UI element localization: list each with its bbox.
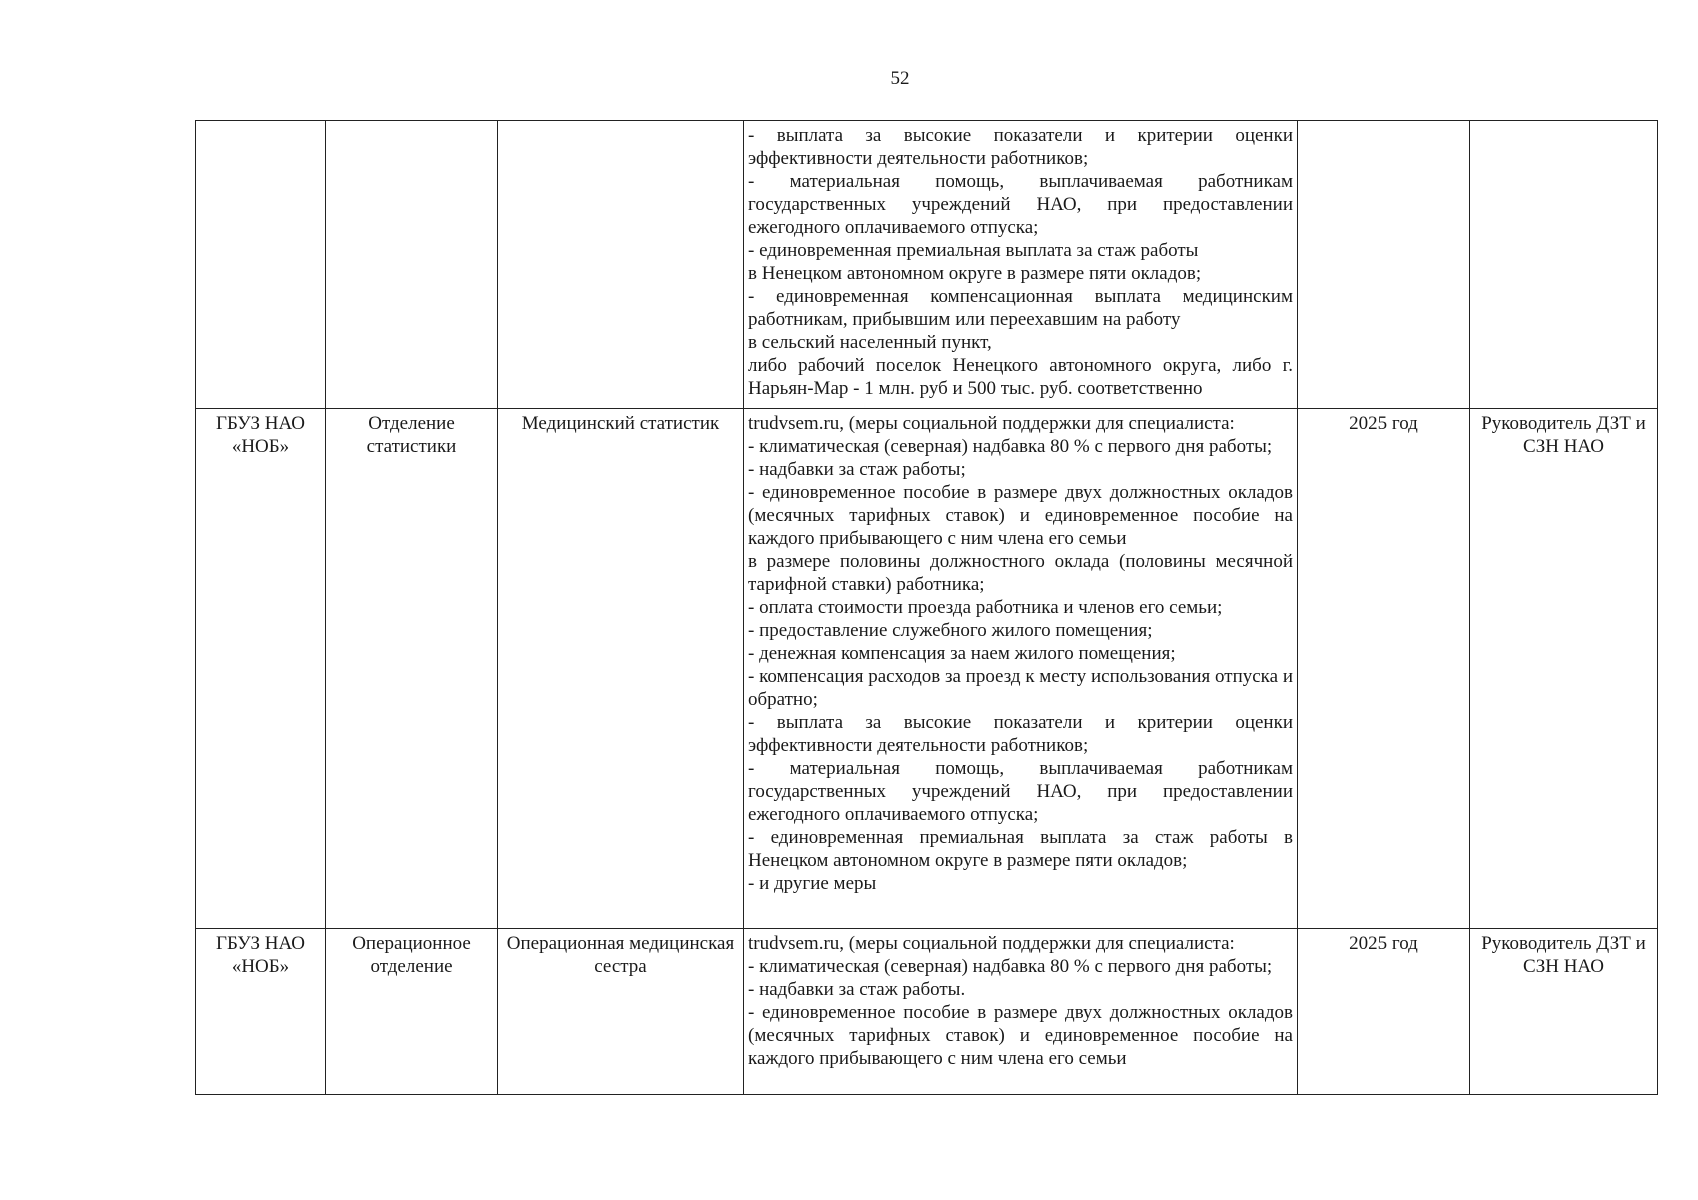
measures-cell [744,409,1298,929]
measure-line: - материальная помощь, выплачиваемая работникам государственных учреждений НАО, при предоставлении ежегодного оплачиваемого отпуска; [748,171,1293,238]
measure-line: - климатическая (северная) надбавка 80 % с первого дня работы; [748,956,1273,977]
measure-line: - денежная компенсация за наем жилого помещения; [748,643,1176,664]
table-row [196,121,1658,409]
period-cell: 2025 год [1298,929,1470,1095]
period-cell [1298,121,1470,409]
measure-line: - надбавки за стаж работы. [748,979,966,1000]
department-cell: Операционное отделение [326,929,498,1095]
measure-line: - и другие меры [748,873,877,894]
responsible-cell: Руководитель ДЗТ и СЗН НАО [1470,409,1658,929]
measure-line: в сельский населенный пункт, [748,332,992,353]
measure-line: - материальная помощь, выплачиваемая работникам государственных учреждений НАО, при предоставлении ежегодного оплачиваемого отпуска; [748,758,1293,825]
department-cell: Отделение статистики [326,409,498,929]
measure-line: - единовременное пособие в размере двух должностных окладов (месячных тарифных ставок) и единовременное пособие на каждого прибывающего с ним члена его семьи [748,1002,1293,1069]
measure-line: trudvsem.ru, (меры социальной поддержки для специалиста: [748,933,1235,954]
measures-table [195,120,1658,1095]
table-row [196,409,1658,929]
org-cell: ГБУЗ НАО «НОБ» [196,929,326,1095]
responsible-cell: Руководитель ДЗТ и СЗН НАО [1470,929,1658,1095]
measure-line: - единовременная премиальная выплата за стаж работы в Ненецком автономном округе в размере пяти окладов; [748,827,1293,871]
measure-line: - надбавки за стаж работы; [748,459,966,480]
position-cell: Медицинский статистик [498,409,744,929]
measure-line: - выплата за высокие показатели и критерии оценки эффективности деятельности работников; [748,125,1293,169]
page-number: 52 [890,68,910,89]
measure-line: - компенсация расходов за проезд к месту использования отпуска и обратно; [748,666,1293,710]
period-cell: 2025 год [1298,409,1470,929]
measure-line: - выплата за высокие показатели и критерии оценки эффективности деятельности работников; [748,712,1293,756]
position-cell [498,121,744,409]
org-cell [196,121,326,409]
measure-line: - единовременная компенсационная выплата медицинским работникам, прибывшим или переехавшим на работу [748,286,1293,330]
measure-line: - единовременное пособие в размере двух должностных окладов (месячных тарифных ставок) и единовременное пособие на каждого прибывающего с ним члена его семьи [748,482,1293,549]
department-cell [326,121,498,409]
measure-line: - единовременная премиальная выплата за стаж работы [748,240,1199,261]
measure-line: trudvsem.ru, (меры социальной поддержки для специалиста: [748,413,1235,434]
measure-line: - оплата стоимости проезда работника и членов его семьи; [748,597,1223,618]
measures-cell [744,929,1298,1095]
table-row [196,929,1658,1095]
measures-cell [744,121,1298,409]
responsible-cell [1470,121,1658,409]
measure-line: - климатическая (северная) надбавка 80 % с первого дня работы; [748,436,1273,457]
org-cell: ГБУЗ НАО «НОБ» [196,409,326,929]
position-cell: Операционная медицинская сестра [498,929,744,1095]
measure-line: в размере половины должностного оклада (половины месячной тарифной ставки) работника; [748,551,1293,595]
measure-line: либо рабочий поселок Ненецкого автономного округа, либо г. Нарьян-Мар - 1 млн. руб и 500 тыс. руб. соответственно [748,355,1293,399]
measure-line: - предоставление служебного жилого помещения; [748,620,1153,641]
measure-line: в Ненецком автономном округе в размере пяти окладов; [748,263,1202,284]
